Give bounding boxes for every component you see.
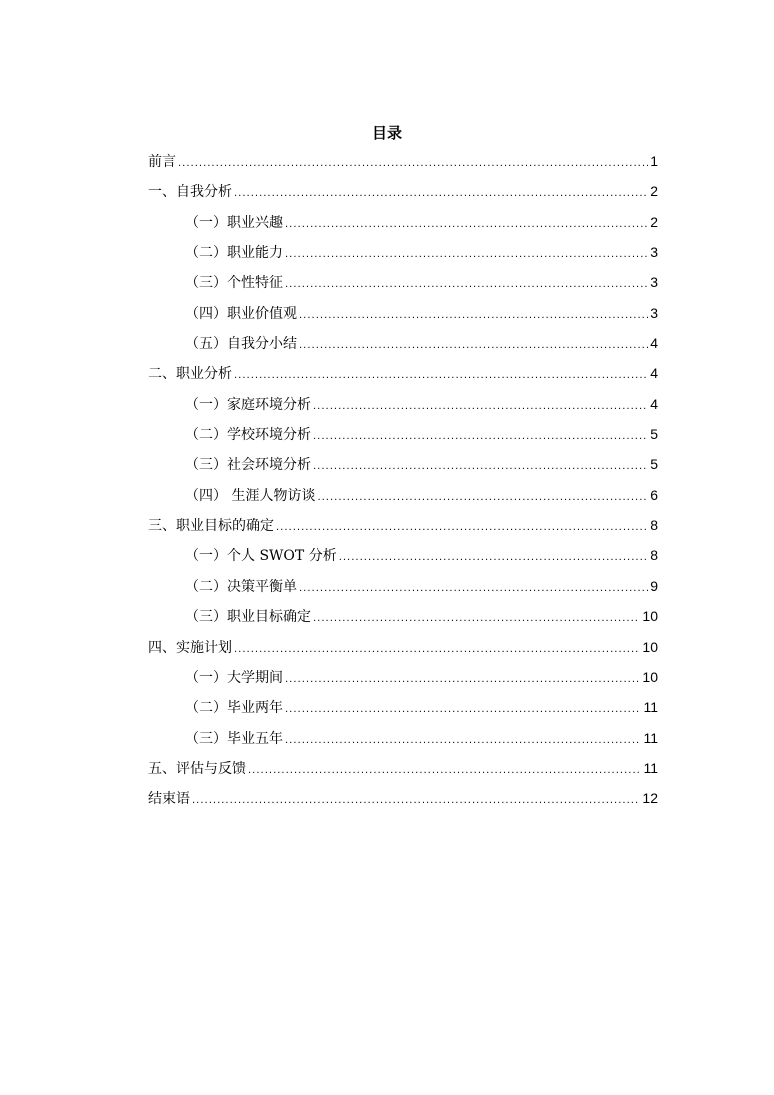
toc-entry[interactable] (148, 300, 658, 330)
toc-entry-page-number: 10 (642, 608, 658, 625)
toc-entry[interactable] (148, 421, 658, 451)
toc-entry[interactable] (148, 603, 658, 633)
toc-entry-label: （四） 生涯人物访谈 (185, 487, 316, 504)
toc-entry[interactable] (148, 512, 658, 542)
dot-leader (234, 363, 648, 389)
dot-leader (313, 394, 648, 420)
dot-leader (276, 515, 648, 541)
dot-leader (285, 212, 648, 238)
toc-entry[interactable] (148, 360, 658, 390)
dot-leader (285, 667, 640, 693)
toc-entry-page-number: 3 (650, 304, 658, 321)
toc-entry-page-number: 11 (643, 759, 658, 776)
dot-leader (313, 454, 648, 480)
dot-leader (192, 788, 640, 814)
toc-entry-label: （一）大学期间 (185, 669, 283, 686)
dot-leader (248, 758, 641, 784)
toc-entry-page-number: 1 (650, 153, 658, 169)
toc-entry[interactable] (148, 148, 658, 178)
dot-leader (285, 697, 641, 723)
toc-entry[interactable] (148, 785, 658, 815)
toc-title: 目录 (371, 124, 402, 142)
toc-entry-label: 结束语 (148, 791, 190, 808)
toc-entry[interactable] (148, 209, 658, 239)
toc-entry-page-number: 2 (650, 183, 658, 200)
toc-entry[interactable] (148, 451, 658, 481)
toc-entry-page-number: 4 (650, 335, 658, 352)
toc-entry-page-number: 4 (650, 395, 658, 412)
toc-entry-label: 前言 (148, 154, 176, 170)
toc-entry-label: （二）职业能力 (185, 245, 283, 262)
dot-leader (178, 151, 648, 177)
toc-entry-label: 一、自我分析 (148, 184, 232, 201)
toc-entry[interactable] (148, 573, 658, 603)
toc-entry-label: （三）职业目标确定 (185, 609, 311, 626)
toc-entry[interactable] (148, 542, 658, 572)
toc-entry-page-number: 8 (650, 547, 658, 564)
toc-entry-page-number: 4 (650, 365, 658, 382)
toc-entry-label: （一）家庭环境分析 (185, 396, 311, 413)
toc-entry-page-number: 5 (650, 426, 658, 443)
toc-entry[interactable] (148, 694, 658, 724)
toc-entry-label: 三、职业目标的确定 (148, 518, 274, 535)
dot-leader (234, 637, 640, 663)
toc-entry[interactable] (148, 330, 658, 360)
toc-entry-page-number: 6 (650, 486, 658, 503)
toc-entry-page-number: 10 (642, 668, 658, 685)
toc-entry-label: （三）社会环境分析 (185, 457, 311, 474)
toc-entry-page-number: 8 (650, 517, 658, 534)
toc-entry-page-number: 9 (650, 577, 658, 594)
toc-entry[interactable] (148, 755, 658, 785)
toc-entry-page-number: 12 (642, 790, 658, 807)
toc-entry[interactable] (148, 391, 658, 421)
toc-entry[interactable] (148, 269, 658, 299)
toc-entry[interactable] (148, 482, 658, 512)
toc-entry-label: （二）决策平衡单 (185, 578, 297, 595)
dot-leader (299, 576, 648, 602)
toc-entry[interactable] (148, 239, 658, 269)
dot-leader (339, 545, 648, 571)
toc-entry-label: （五）自我分小结 (185, 336, 297, 353)
toc-list (148, 148, 658, 816)
toc-entry-page-number: 2 (650, 213, 658, 230)
toc-entry-label: 四、实施计划 (148, 639, 232, 656)
toc-entry-page-number: 3 (650, 244, 658, 261)
toc-entry-label: （一）职业兴趣 (185, 214, 283, 231)
dot-leader (317, 485, 648, 511)
dot-leader (313, 606, 640, 632)
dot-leader (299, 303, 648, 329)
toc-entry-label: 五、评估与反馈 (148, 760, 246, 777)
dot-leader (285, 728, 641, 754)
toc-entry-page-number: 10 (642, 638, 658, 655)
toc-entry-label: （三）毕业五年 (185, 730, 283, 747)
toc-entry[interactable] (148, 178, 658, 208)
toc-entry[interactable] (148, 725, 658, 755)
toc-entry-label: 二、职业分析 (148, 366, 232, 383)
toc-entry-label: （一）个人 SWOT 分析 (185, 548, 337, 565)
dot-leader (285, 242, 648, 268)
toc-entry-page-number: 11 (643, 699, 658, 716)
toc-entry-page-number: 5 (650, 456, 658, 473)
toc-entry-label: （二）学校环境分析 (185, 427, 311, 444)
toc-entry-page-number: 3 (650, 274, 658, 291)
dot-leader (285, 272, 648, 298)
toc-entry-page-number: 11 (643, 729, 658, 746)
dot-leader (313, 424, 648, 450)
toc-entry-label: （三）个性特征 (185, 275, 283, 292)
toc-entry-label: （四）职业价值观 (185, 305, 297, 322)
toc-entry[interactable] (148, 634, 658, 664)
toc-entry[interactable] (148, 664, 658, 694)
dot-leader (299, 333, 648, 359)
dot-leader (234, 181, 648, 207)
toc-entry-label: （二）毕业两年 (185, 700, 283, 717)
